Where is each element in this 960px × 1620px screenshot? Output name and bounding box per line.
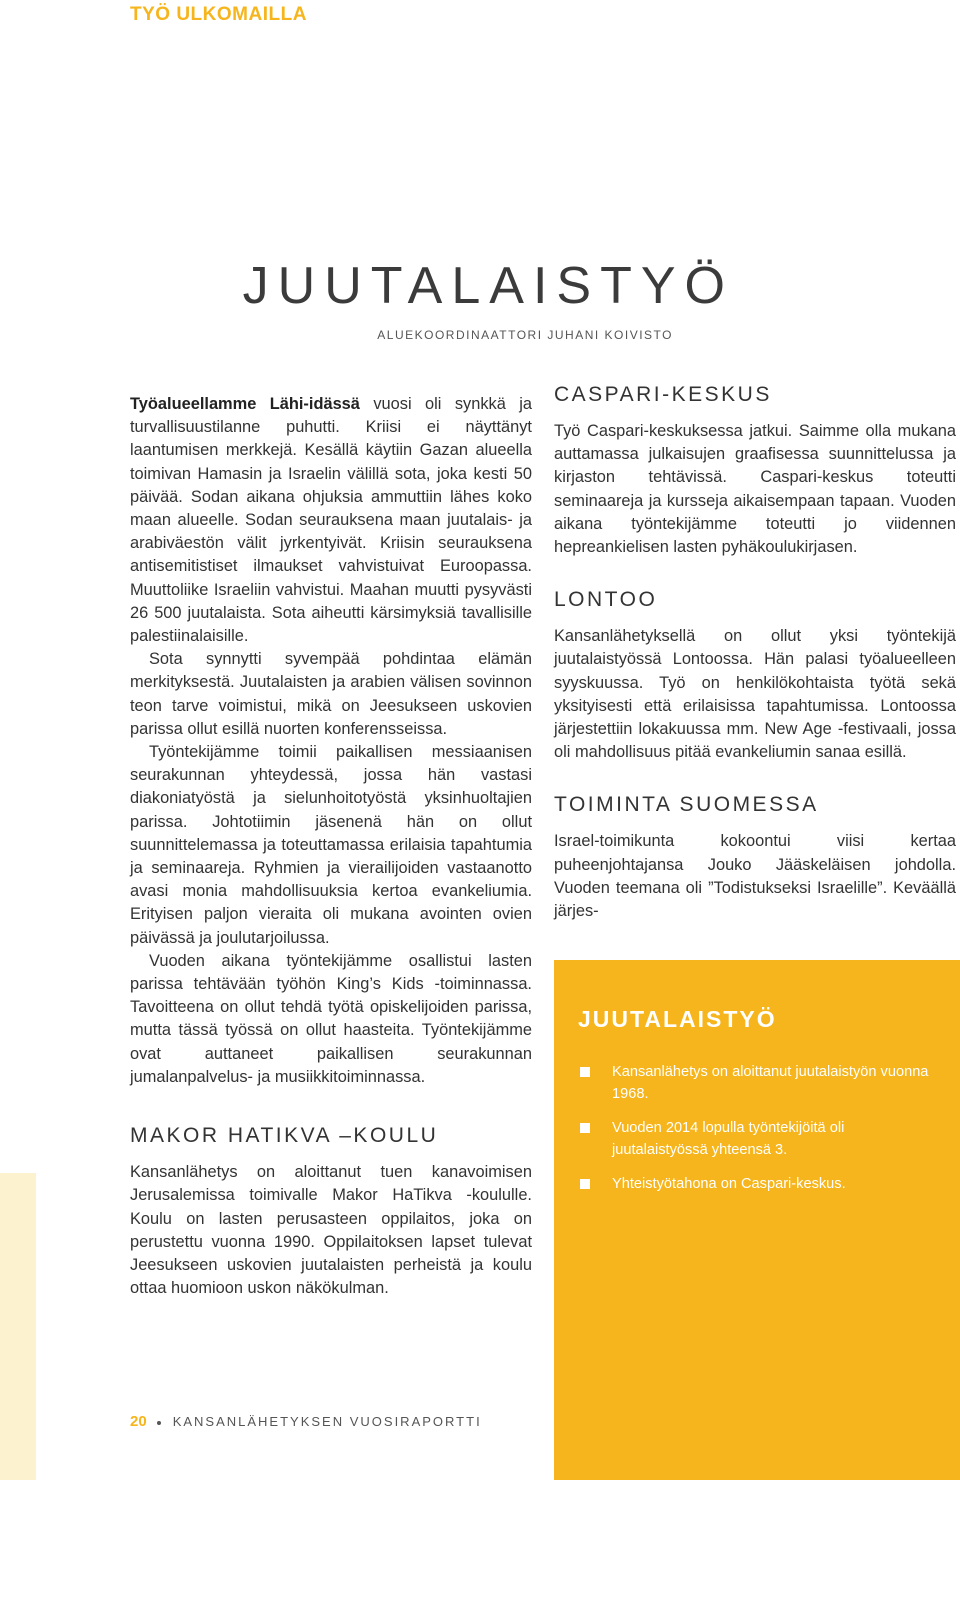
article-byline: ALUEKOORDINAATTORI JUHANI KOIVISTO [377,328,673,342]
square-bullet-icon [580,1123,590,1133]
list-item: Yhteistyötahona on Caspari-keskus. [580,1173,930,1195]
paragraph-suomi: Israel-toimikunta kokoontui viisi kertaa puheenjohtajansa Jouko Jääskeläisen johdolla. Vuoden teemana oli ”Todistukseksi Israelille”. Keväällä järjes- [554,832,956,921]
paragraph: Vuoden aikana työntekijämme osallistui lasten parissa tehtävään työhön King’s Kids -toiminnassa. Tavoitteena on ollut tehdä työtä opiskelijoiden parissa, mutta tässä työssä on ollut haasteita. Työntekijämme ovat auttaneet paikallisen seurakunnan jumalanpalvelus- ja musiikkitoiminnassa. [130,951,532,1086]
list-item: Kansanlähetys on aloittanut juutalaistyön vuonna 1968. [580,1061,930,1105]
contact-block [787,1526,931,1620]
page-number: 20 [130,1413,147,1430]
info-box-title: JUUTALAISTYÖ [578,1006,777,1032]
heading-caspari: CASPARI-KESKUS [554,383,772,406]
info-box [554,960,960,1615]
contact-name: Juhani Koivisto, SEKL [787,1575,931,1592]
right-column [554,382,956,923]
info-box-list [580,1061,930,1207]
intro-text: vuosi oli synkkä ja turvallisuustilanne puhutti. Kriisi ei näyttänyt laantumisen merkkejä. Kesällä käytiin Gazan alueella toimivan Hamasin ja Israelin välillä sota, joka kesti 50 päivää. Sodan aikana ohjuksia ammuttiin lähes koko maan alueelle. Sodan seurauksena maan juutalais- ja arabiväestön välit jyrkentyivät. Kriisin seurauksena antisemitistiset ilmaukset vahvistuivat Euroopassa. Muuttoliike Israeliin vahvistui. Maahan muutti pysyvästi 26 500 juutalaista. Sota aiheutti kärsimyksiä tavallisille palestiinalaisille. [130,395,532,646]
paragraph: Työntekijämme toimii paikallisen messiaanisen seurakunnan yhteydessä, jossa hän vastasi diakoniatyöstä ja sielunhoitotyöstä yksinhuoltajien parissa. Johtotiimin jäsenenä hän on ollut suunnittelemassa ja toteuttamassa erilaisia tapahtumia ja seminaareja. Ryhmien ja vierailijoiden vastaanotto avasi monia mahdollisuuksia kertoa evankeliumia. Erityisen paljon vieraita oli mukana avointen ovien päivässä ja joulutarjoilussa. [130,743,532,947]
heading-makor-hatikva: MAKOR HATIKVA –KOULU [130,1124,439,1148]
dot-separator-icon [157,1421,161,1425]
list-item: Vuoden 2014 lopulla työntekijöitä oli juutalaistyössä yhteensä 3. [580,1117,930,1161]
intro-lead: Työalueellamme Lähi-idässä [130,395,360,413]
paragraph-lontoo: Kansanlähetyksellä on ollut yksi työntekijä juutalaistyössä Lontoossa. Hän palasi työalueelleen syyskuussa. Työ on henkilökohtaista työtä sekä yksityisesti että erilaisissa tapahtumissa. Lontoossa järjestettiin lokakuussa mm. New Age -festivaali, jossa oli mahdollisuus pitää evankeliumin sanaa esillä. [554,627,956,762]
paragraph-caspari: Työ Caspari-keskuksessa jatkui. Saimme olla mukana auttamassa julkaisujen graafisessa suunnittelussa ja kirjaston tehtävissä. Caspari-keskus toteutti seminaareja ja kursseja aikaisempaan tapaan. Vuoden aikana työntekijämme toteutti jo viidennen hepreankielisen lasten pyhäkoulukirjasen. [554,422,956,557]
article-title: JUUTALAISTYÖ [242,257,734,315]
left-column [130,393,532,1300]
heading-suomi: TOIMINTA SUOMESSA [554,793,819,817]
section-label: TYÖ ULKOMAILLA [130,4,307,25]
page-footer [130,1413,482,1430]
intro-paragraph [130,393,532,648]
square-bullet-icon [580,1067,590,1077]
paragraph-makor: Kansanlähetys on aloittanut tuen kanavoimisen Jerusalemissa toimivalle Makor HaTikva -koululle. Koulu on lasten perusasteen oppilaitos, joka on perustettu vuonna 1990. Oppilaitoksen lapset tulevat Jeesukseen uskovien juutalaisten perheistä ja koulu ottaa huomioon uskon näkökulman. [130,1163,532,1298]
paragraph: Sota synnytti syvempää pohdintaa elämän merkityksestä. Juutalaisten ja arabien välisen sovinnon teon tarve voimistui, mikä on Jeesukseen uskovien parissa ollut esillä nuorten konferensseissa. [130,650,532,738]
contact-phone: 044 4477 812 [841,1599,931,1615]
decorative-strip [0,1173,36,1480]
heading-lontoo: LONTOO [554,588,658,612]
contact-heading: YHTEYSHENKILÖ [793,1529,931,1545]
square-bullet-icon [580,1179,590,1189]
publication-name: KANSANLÄHETYKSEN VUOSIRAPORTTI [172,1414,482,1429]
contact-role: Aluekoordinaattori [813,1552,931,1568]
